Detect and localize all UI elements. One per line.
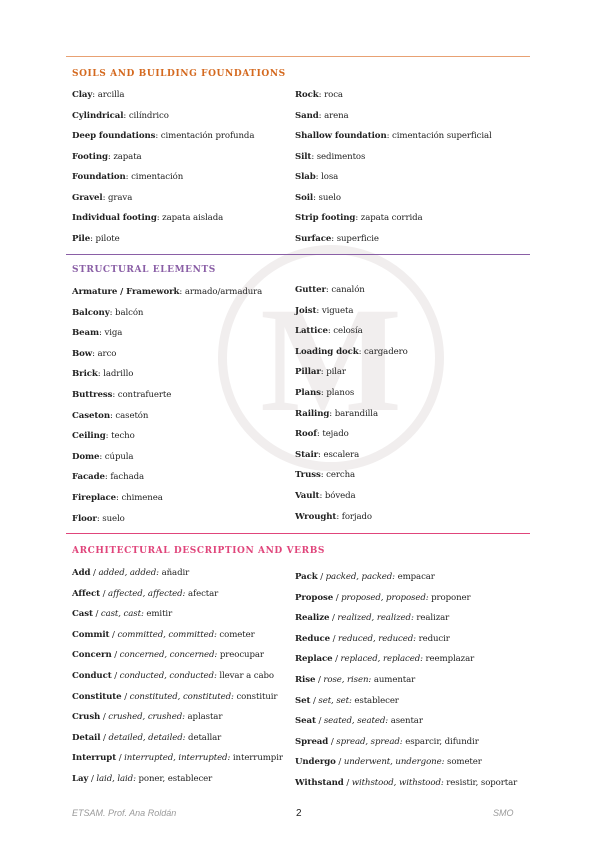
glossary-term: Strip footing bbox=[295, 213, 356, 223]
verb-forms: affected, affected: bbox=[108, 588, 186, 599]
verb-forms: crushed, crushed: bbox=[108, 712, 185, 723]
glossary-translation: llevar a cabo bbox=[216, 671, 274, 681]
footer-author: ETSAM. Prof. Ana Roldán bbox=[72, 808, 177, 818]
glossary-term: Interrupt bbox=[72, 753, 117, 764]
glossary-entry: Commit / committed, committed: cometer bbox=[72, 629, 255, 640]
glossary-entry: Fireplace: chimenea bbox=[72, 493, 163, 503]
glossary-entry: Pile: pilote bbox=[72, 233, 120, 244]
glossary-translation: arcilla bbox=[97, 90, 125, 100]
glossary-entry: Balcony: balcón bbox=[72, 307, 144, 318]
glossary-term: Lay bbox=[72, 774, 89, 784]
glossary-term: Conduct bbox=[72, 671, 112, 681]
glossary-term: Spread bbox=[295, 736, 329, 747]
glossary-entry: Floor: suelo bbox=[72, 513, 125, 524]
glossary-term: Brick bbox=[72, 369, 98, 380]
glossary-translation: empacar bbox=[394, 572, 435, 582]
verb-forms: packed, packed: bbox=[325, 572, 395, 582]
glossary-term: Pile bbox=[72, 233, 91, 244]
glossary-term: Vault bbox=[295, 491, 320, 501]
glossary-translation: someter bbox=[444, 757, 482, 768]
glossary-term: Add bbox=[72, 568, 91, 578]
glossary-entry: Replace / replaced, replaced: reemplazar bbox=[295, 654, 475, 665]
glossary-entry: Buttress: contrafuerte bbox=[72, 390, 172, 400]
glossary-term: Undergo bbox=[295, 757, 336, 768]
glossary-entry: Dome: cúpula bbox=[72, 451, 134, 462]
glossary-translation: losa bbox=[321, 172, 339, 182]
glossary-translation: emitir bbox=[143, 609, 173, 620]
glossary-translation: arco bbox=[97, 348, 117, 359]
glossary-entry: Silt: sedimentos bbox=[295, 151, 366, 162]
footer-code: SMO bbox=[493, 808, 514, 818]
glossary-term: Truss bbox=[295, 470, 321, 481]
glossary-translation: cercha bbox=[326, 470, 356, 481]
glossary-entry: Pack / packed, packed: empacar bbox=[295, 572, 435, 582]
glossary-term: Roof bbox=[295, 429, 317, 440]
verb-forms: withstood, withstood: bbox=[351, 778, 444, 788]
glossary-term: Soil bbox=[295, 192, 314, 203]
verb-forms: conducted, conducted: bbox=[119, 671, 217, 681]
glossary-translation: forjado bbox=[341, 511, 372, 522]
glossary-entry: Pillar: pilar bbox=[295, 367, 346, 378]
glossary-term: Lattice bbox=[295, 326, 328, 337]
glossary-term: Realize bbox=[295, 613, 330, 624]
glossary-entry: Interrupt / interrupted, interrupted: interrumpir bbox=[72, 753, 283, 764]
glossary-entry: Bow: arco bbox=[72, 348, 117, 359]
glossary-entry: Facade: fachada bbox=[72, 472, 145, 483]
glossary-entry: Constitute / constituted, constituted: constituir bbox=[72, 691, 278, 702]
glossary-translation: poner, establecer bbox=[135, 774, 213, 784]
glossary-term: Sand bbox=[295, 110, 319, 121]
glossary-translation: viga bbox=[104, 328, 123, 339]
glossary-entry: Affect / affected, affected: afectar bbox=[72, 588, 219, 599]
glossary-term: Wrought bbox=[295, 511, 337, 522]
glossary-translation: bóveda bbox=[324, 491, 356, 501]
glossary-translation: techo bbox=[111, 431, 135, 442]
verb-forms: rose, risen: bbox=[323, 675, 372, 685]
glossary-entry: Withstand / withstood, withstood: resistir, soportar bbox=[295, 778, 518, 788]
glossary-translation: planos bbox=[326, 388, 355, 398]
glossary-term: Reduce bbox=[295, 633, 330, 644]
section-rule-architectural bbox=[66, 533, 530, 534]
glossary-translation: detallar bbox=[185, 732, 222, 743]
section-rule-top bbox=[66, 56, 530, 57]
glossary-translation: contrafuerte bbox=[117, 390, 172, 400]
glossary-term: Withstand bbox=[295, 778, 344, 788]
glossary-term: Railing bbox=[295, 408, 330, 419]
glossary-term: Pack bbox=[295, 572, 318, 582]
glossary-entry: Plans: planos bbox=[295, 388, 355, 398]
glossary-entry: Clay: arcilla bbox=[72, 90, 125, 100]
verb-forms: detailed, detailed: bbox=[108, 732, 186, 743]
glossary-translation: añadir bbox=[158, 568, 190, 578]
glossary-translation: preocupar bbox=[217, 650, 264, 661]
glossary-term: Replace bbox=[295, 654, 333, 665]
glossary-entry: Joist: vigueta bbox=[295, 305, 354, 316]
verb-forms: proposed, proposed: bbox=[341, 592, 429, 603]
glossary-translation: barandilla bbox=[334, 408, 378, 419]
glossary-entry: Brick: ladrillo bbox=[72, 369, 134, 380]
glossary-translation: balcón bbox=[115, 307, 144, 318]
glossary-term: Caseton bbox=[72, 410, 110, 421]
glossary-entry: Spread / spread, spread: esparcir, difundir bbox=[295, 736, 479, 747]
glossary-entry: Seat / seated, seated: asentar bbox=[295, 716, 423, 727]
glossary-translation: pilar bbox=[326, 367, 346, 378]
glossary-translation: roca bbox=[324, 90, 343, 100]
glossary-term: Seat bbox=[295, 716, 316, 727]
verb-forms: laid, laid: bbox=[96, 774, 136, 784]
verb-forms: committed, committed: bbox=[117, 629, 217, 640]
glossary-translation: suelo bbox=[102, 513, 125, 524]
glossary-entry: Cylindrical: cilíndrico bbox=[72, 110, 169, 121]
glossary-entry: Railing: barandilla bbox=[295, 408, 378, 419]
glossary-term: Concern bbox=[72, 650, 112, 661]
glossary-term: Constitute bbox=[72, 691, 122, 702]
glossary-translation: aplastar bbox=[184, 712, 223, 723]
glossary-translation: chimenea bbox=[121, 493, 163, 503]
glossary-term: Bow bbox=[72, 348, 93, 359]
glossary-entry: Caseton: casetón bbox=[72, 410, 149, 421]
glossary-entry: Soil: suelo bbox=[295, 192, 341, 203]
glossary-entry: Foundation: cimentación bbox=[72, 172, 184, 182]
glossary-entry: Rise / rose, risen: aumentar bbox=[295, 675, 416, 685]
glossary-entry: Lay / laid, laid: poner, establecer bbox=[72, 774, 213, 784]
glossary-term: Silt bbox=[295, 151, 312, 162]
glossary-term: Crush bbox=[72, 712, 101, 723]
verb-forms: interrupted, interrupted: bbox=[124, 753, 231, 764]
glossary-term: Loading dock bbox=[295, 346, 359, 357]
glossary-translation: aumentar bbox=[371, 675, 416, 685]
glossary-term: Beam bbox=[72, 328, 99, 339]
glossary-term: Pillar bbox=[295, 367, 321, 378]
glossary-entry: Vault: bóveda bbox=[295, 491, 356, 501]
glossary-entry: Reduce / reduced, reduced: reducir bbox=[295, 633, 450, 644]
glossary-entry: Stair: escalera bbox=[295, 449, 360, 460]
glossary-entry: Lattice: celosía bbox=[295, 326, 363, 337]
glossary-translation: afectar bbox=[185, 588, 219, 599]
glossary-entry: Ceiling: techo bbox=[72, 431, 135, 442]
glossary-term: Facade bbox=[72, 472, 105, 483]
glossary-entry: Conduct / conducted, conducted: llevar a cabo bbox=[72, 671, 274, 681]
glossary-entry: Slab: losa bbox=[295, 172, 339, 182]
glossary-entry: Footing: zapata bbox=[72, 151, 142, 162]
glossary-translation: grava bbox=[108, 192, 133, 203]
verb-forms: realized, realized: bbox=[337, 613, 414, 624]
verb-forms: added, added: bbox=[98, 568, 159, 578]
glossary-entry: Gutter: canalón bbox=[295, 285, 365, 295]
glossary-term: Clay bbox=[72, 90, 93, 100]
glossary-translation: establecer bbox=[351, 695, 399, 706]
glossary-term: Balcony bbox=[72, 307, 110, 318]
glossary-entry: Undergo / underwent, undergone: someter bbox=[295, 757, 482, 768]
section-title-architectural: ARCHITECTURAL DESCRIPTION AND VERBS bbox=[72, 546, 325, 556]
glossary-entry: Strip footing: zapata corrida bbox=[295, 213, 423, 223]
glossary-translation: pilote bbox=[95, 233, 120, 244]
glossary-term: Cast bbox=[72, 609, 93, 620]
glossary-term: Affect bbox=[72, 588, 100, 599]
glossary-entry: Add / added, added: añadir bbox=[72, 568, 190, 578]
glossary-term: Ceiling bbox=[72, 431, 106, 442]
glossary-translation: cilíndrico bbox=[128, 110, 169, 121]
glossary-translation: escalera bbox=[323, 449, 360, 460]
glossary-entry: Shallow foundation: cimentación superficial bbox=[295, 131, 492, 141]
verb-forms: set, set: bbox=[318, 695, 352, 706]
glossary-translation: realizar bbox=[413, 613, 450, 624]
glossary-term: Slab bbox=[295, 172, 316, 182]
glossary-entry: Deep foundations: cimentación profunda bbox=[72, 131, 255, 141]
glossary-translation: ladrillo bbox=[103, 369, 134, 380]
glossary-term: Foundation bbox=[72, 172, 126, 182]
glossary-term: Detail bbox=[72, 732, 101, 743]
verb-forms: spread, spread: bbox=[336, 736, 403, 747]
glossary-entry: Sand: arena bbox=[295, 110, 349, 121]
glossary-term: Cylindrical bbox=[72, 110, 124, 121]
glossary-term: Rise bbox=[295, 675, 316, 685]
glossary-term: Rock bbox=[295, 90, 319, 100]
glossary-translation: sedimentos bbox=[316, 151, 366, 162]
glossary-entry: Surface: superficie bbox=[295, 233, 379, 244]
glossary-entry: Crush / crushed, crushed: aplastar bbox=[72, 712, 223, 723]
glossary-term: Plans bbox=[295, 388, 321, 398]
glossary-term: Individual footing bbox=[72, 213, 157, 223]
glossary-entry: Propose / proposed, proposed: proponer bbox=[295, 592, 471, 603]
footer-page-number: 2 bbox=[296, 808, 302, 819]
glossary-translation: cimentación profunda bbox=[160, 131, 255, 141]
verb-forms: constituted, constituted: bbox=[129, 691, 234, 702]
glossary-translation: asentar bbox=[388, 716, 423, 727]
glossary-term: Set bbox=[295, 695, 311, 706]
section-title-structural: STRUCTURAL ELEMENTS bbox=[72, 265, 216, 275]
glossary-entry: Truss: cercha bbox=[295, 470, 356, 481]
glossary-translation: interrumpir bbox=[230, 753, 283, 764]
glossary-translation: constituir bbox=[233, 691, 278, 702]
glossary-translation: canalón bbox=[331, 285, 365, 295]
glossary-translation: reemplazar bbox=[422, 654, 475, 665]
section-rule-structural bbox=[66, 254, 530, 255]
glossary-entry: Realize / realized, realized: realizar bbox=[295, 613, 450, 624]
glossary-entry: Roof: tejado bbox=[295, 429, 349, 440]
glossary-entry: Loading dock: cargadero bbox=[295, 346, 408, 357]
glossary-term: Gutter bbox=[295, 285, 326, 295]
section-title-soils: SOILS AND BUILDING FOUNDATIONS bbox=[72, 69, 286, 79]
glossary-translation: celosía bbox=[333, 326, 363, 337]
glossary-entry: Individual footing: zapata aislada bbox=[72, 213, 224, 223]
glossary-term: Footing bbox=[72, 151, 108, 162]
verb-forms: cast, cast: bbox=[100, 609, 144, 620]
glossary-translation: cometer bbox=[216, 629, 255, 640]
glossary-term: Gravel bbox=[72, 192, 103, 203]
glossary-translation: esparcir, difundir bbox=[402, 736, 479, 747]
glossary-translation: reducir bbox=[415, 633, 450, 644]
glossary-translation: suelo bbox=[318, 192, 341, 203]
glossary-translation: fachada bbox=[110, 472, 145, 483]
glossary-translation: cúpula bbox=[104, 451, 134, 462]
glossary-entry: Set / set, set: establecer bbox=[295, 695, 399, 706]
glossary-translation: superficie bbox=[336, 233, 379, 244]
glossary-translation: cargadero bbox=[364, 346, 408, 357]
glossary-term: Propose bbox=[295, 592, 334, 603]
verb-forms: reduced, reduced: bbox=[338, 633, 416, 644]
glossary-term: Stair bbox=[295, 449, 319, 460]
glossary-translation: tejado bbox=[322, 429, 349, 440]
verb-forms: concerned, concerned: bbox=[119, 650, 218, 661]
glossary-translation: armado/armadura bbox=[184, 287, 263, 297]
glossary-term: Surface bbox=[295, 233, 332, 244]
glossary-term: Fireplace bbox=[72, 493, 117, 503]
glossary-translation: casetón bbox=[115, 410, 149, 421]
glossary-entry: Armature / Framework: armado/armadura bbox=[72, 287, 263, 297]
glossary-term: Buttress bbox=[72, 390, 113, 400]
glossary-entry: Cast / cast, cast: emitir bbox=[72, 609, 173, 620]
verb-forms: underwent, undergone: bbox=[343, 757, 445, 768]
glossary-translation: zapata corrida bbox=[360, 213, 423, 223]
glossary-entry: Wrought: forjado bbox=[295, 511, 372, 522]
glossary-term: Commit bbox=[72, 629, 110, 640]
glossary-entry: Rock: roca bbox=[295, 90, 343, 100]
glossary-translation: zapata bbox=[113, 151, 142, 162]
verb-forms: replaced, replaced: bbox=[340, 654, 423, 665]
glossary-translation: vigueta bbox=[321, 305, 354, 316]
glossary-term: Armature / Framework bbox=[72, 287, 180, 297]
glossary-entry: Concern / concerned, concerned: preocupar bbox=[72, 650, 264, 661]
glossary-term: Deep foundations bbox=[72, 131, 156, 141]
glossary-entry: Beam: viga bbox=[72, 328, 123, 339]
glossary-translation: arena bbox=[324, 110, 349, 121]
glossary-term: Joist bbox=[295, 305, 317, 316]
glossary-translation: cimentación superficial bbox=[392, 131, 492, 141]
glossary-translation: resistir, soportar bbox=[443, 778, 518, 788]
glossary-entry: Gravel: grava bbox=[72, 192, 133, 203]
glossary-translation: proponer bbox=[428, 592, 471, 603]
glossary-translation: cimentación bbox=[131, 172, 184, 182]
glossary-term: Shallow foundation bbox=[295, 131, 387, 141]
verb-forms: seated, seated: bbox=[323, 716, 389, 727]
glossary-term: Dome bbox=[72, 451, 100, 462]
glossary-term: Floor bbox=[72, 513, 97, 524]
glossary-entry: Detail / detailed, detailed: detallar bbox=[72, 732, 222, 743]
glossary-translation: zapata aislada bbox=[162, 213, 224, 223]
